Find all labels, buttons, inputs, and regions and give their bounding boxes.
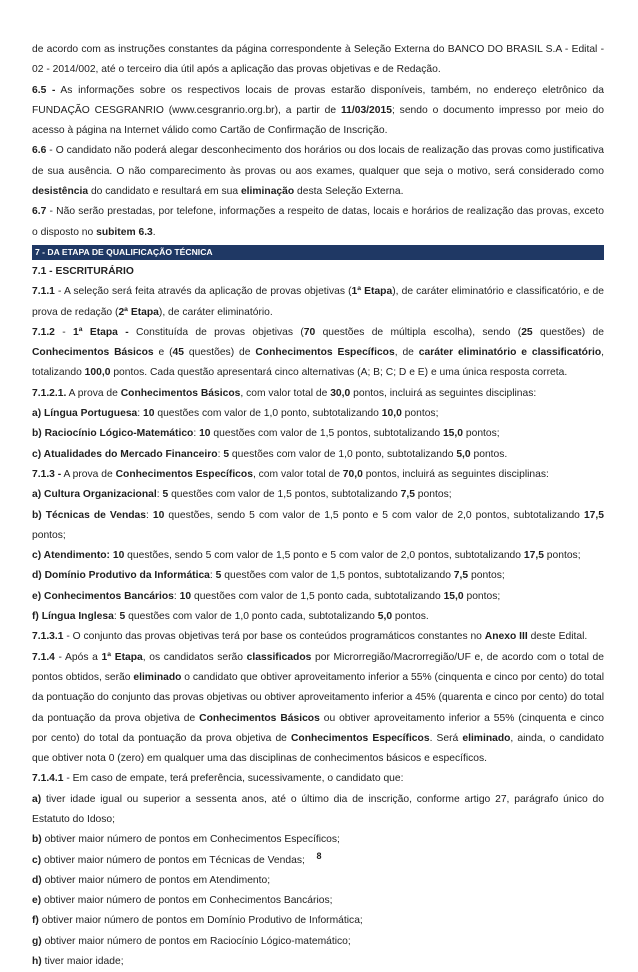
bold-text: e) Conhecimentos Bancários xyxy=(32,590,174,602)
bold-text: 10 xyxy=(179,590,192,602)
text-run: pontos; xyxy=(32,529,66,541)
text-run: : xyxy=(145,509,153,521)
bold-text: classificados xyxy=(246,651,312,663)
paragraph xyxy=(32,485,604,505)
bold-text: 7,5 xyxy=(453,570,469,582)
text-run: : xyxy=(113,611,120,623)
text-run: tiver idade igual ou superior a sessenta anos, até o último dia de inscrição, conforme artigo 27, parágrafo único do Estatuto do Idoso; xyxy=(32,793,604,825)
text-run: , os candidatos serão xyxy=(142,651,247,663)
paragraph xyxy=(32,648,604,770)
text-run: de acordo com as instruções constantes da página correspondente à Seleção Externa do BANCO DO BRASIL S.A - Edital - 02 - 2014/002, até o terceiro dia útil após a aplicação das provas objetivas e de Redação. xyxy=(32,44,604,76)
text-run: questões com valor de 1,5 pontos, subtotalizando xyxy=(210,428,443,440)
bold-text: eliminado xyxy=(462,732,511,744)
text-run: , com valor total de xyxy=(240,387,331,399)
bold-text: 2ª Etapa xyxy=(118,306,159,318)
bold-text: 5 xyxy=(162,489,169,501)
document-page xyxy=(32,40,604,972)
text-run: pontos; xyxy=(401,408,439,420)
paragraph xyxy=(32,830,604,850)
bold-text: e) xyxy=(32,895,42,907)
bold-text: c) xyxy=(32,854,42,866)
text-run: questões com valor de 1,5 ponto cada, subtotalizando xyxy=(191,590,444,602)
paragraph xyxy=(32,546,604,566)
section-subheading xyxy=(32,262,604,282)
paragraph xyxy=(32,384,604,404)
bold-text: 5,0 xyxy=(377,611,393,623)
bold-text: 10 xyxy=(152,509,165,521)
text-run: tiver maior idade; xyxy=(41,956,124,968)
bold-text: Conhecimentos Básicos xyxy=(120,387,241,399)
bold-text: Conhecimentos Específicos xyxy=(291,732,430,744)
bold-text: b) xyxy=(32,834,42,846)
text-run: - A seleção será feita através da aplicação de provas objetivas ( xyxy=(54,286,352,298)
bold-text: d) Domínio Produtivo da Informática xyxy=(32,570,210,582)
text-run: obtiver maior número de pontos em Conhecimentos Bancários; xyxy=(41,895,333,907)
text-run: - Após a xyxy=(54,651,102,663)
text-run: questões com valor de 1,0 ponto cada, subtotalizando xyxy=(125,611,378,623)
bold-text: b) Raciocínio Lógico-Matemático xyxy=(32,428,194,440)
bold-text: Conhecimentos Básicos xyxy=(199,712,320,724)
bold-text: a) Cultura Organizacional xyxy=(32,489,157,501)
paragraph xyxy=(32,81,604,142)
bold-text: 7.1.1 xyxy=(32,286,55,298)
text-run: , com valor total de xyxy=(252,468,343,480)
paragraph xyxy=(32,566,604,586)
bold-text: desistência xyxy=(32,186,89,198)
text-run: , ainda, o candidato que obtiver nota 0 (zero) em qualquer uma das disciplinas de conhecimentos básicos e específicos. xyxy=(32,732,604,765)
text-run: obtiver maior número de pontos em Técnicas de Vendas; xyxy=(41,854,305,866)
bold-text: 30,0 xyxy=(330,387,351,399)
bold-text: caráter eliminatório e classificatório xyxy=(418,347,602,359)
bold-text: d) xyxy=(32,874,42,886)
text-run: pontos; xyxy=(543,550,581,562)
text-run: - Em caso de empate, terá preferência, sucessivamente, o candidato que: xyxy=(63,773,404,785)
text-run: questões de múltipla escolha), sendo ( xyxy=(315,326,522,338)
bold-text: c) Atendimento: 10 xyxy=(32,550,125,562)
paragraph xyxy=(32,607,604,627)
paragraph xyxy=(32,627,604,647)
text-run: - xyxy=(54,326,73,338)
paragraph xyxy=(32,445,604,465)
text-run: questões) de xyxy=(532,326,604,338)
bold-text: Conhecimentos Básicos xyxy=(32,347,154,359)
bold-text: 45 xyxy=(172,347,185,359)
paragraph xyxy=(32,769,604,789)
paragraph xyxy=(32,587,604,607)
bold-text: 1ª Etapa xyxy=(101,651,143,663)
bold-text: eliminado xyxy=(133,671,182,683)
bold-text: 100,0 xyxy=(84,367,111,379)
text-run: questões, sendo 5 com valor de 1,5 ponto e 5 com valor de 2,0 pontos, subtotalizando xyxy=(164,509,584,521)
text-run: questões com valor de 1,0 ponto, subtotalizando xyxy=(154,408,382,420)
bold-text: Conhecimentos Específicos xyxy=(255,347,395,359)
bold-text: Anexo III xyxy=(484,631,528,643)
bold-text: 15,0 xyxy=(443,590,464,602)
text-run: : xyxy=(137,408,144,420)
text-run: por Microrregião/Macrorregião/UF e, de acordo com o total de pontos obtidos, serão xyxy=(32,651,604,683)
bold-text: b) Técnicas de Vendas xyxy=(32,509,146,521)
text-run: obtiver maior número de pontos em Conhecimentos Específicos; xyxy=(41,834,340,846)
bold-text: 6.6 xyxy=(32,145,47,157)
bold-text: 7.1.3.1 xyxy=(32,631,64,643)
paragraph xyxy=(32,202,604,243)
text-run: . Será xyxy=(429,732,463,744)
text-run: ou obtiver aproveitamento inferior a 55% (cinquenta e cinco por cento) do total da pontuação da prova objetiva de xyxy=(32,712,604,744)
bold-text: 17,5 xyxy=(583,509,604,521)
bold-text: 5 xyxy=(119,611,126,623)
text-run: 7 - DA ETAPA DE QUALIFICAÇÃO TÉCNICA xyxy=(35,246,213,257)
text-run: pontos, incluirá as seguintes disciplinas: xyxy=(362,468,549,480)
bold-text: 7.1.2 xyxy=(32,326,55,338)
text-run: As informações sobre os respectivos locais de provas estarão disponíveis, também, no endereço eletrônico da FUNDAÇÃO CESGRANRIO (www.cesgranrio.org.br), a partir de xyxy=(32,84,604,116)
paragraph xyxy=(32,932,604,952)
bold-text: g) xyxy=(32,935,42,947)
paragraph xyxy=(32,911,604,931)
text-run: obtiver maior número de pontos em Domínio Produtivo de Informática; xyxy=(38,915,363,927)
paragraph xyxy=(32,141,604,202)
bold-text: 7.1.3 - xyxy=(32,468,62,480)
text-run: deste Edital. xyxy=(527,631,588,643)
paragraph xyxy=(32,424,604,444)
text-run: questões com valor de 1,5 pontos, subtotalizando xyxy=(221,570,454,582)
text-run: A prova de xyxy=(66,387,121,399)
text-run: pontos; xyxy=(463,428,500,440)
bold-text: subitem 6.3 xyxy=(96,226,153,238)
bold-text: 10 xyxy=(143,408,155,420)
bold-text: 5 xyxy=(223,448,230,460)
page-number: 8 xyxy=(316,851,322,861)
bold-text: 5 xyxy=(215,570,222,582)
bold-text: 17,5 xyxy=(523,550,544,562)
paragraph xyxy=(32,404,604,424)
text-run: questões, sendo 5 com valor de 1,5 ponto e 5 com valor de 2,0 pontos, subtotalizando xyxy=(124,550,524,562)
text-run: o candidato que obtiver aproveitamento inferior a 55% (cinquenta e cinco por cento) do total da pontuação do conjunto das provas objetivas ou obtiver aproveitamento inferior a 45% (quarenta e cinco por cento) do total da pontuação da prova objetiva de xyxy=(32,671,604,724)
text-run: , de xyxy=(394,347,419,359)
bold-text: 25 xyxy=(521,326,533,338)
text-run: : xyxy=(209,570,216,582)
bold-text: 6.7 xyxy=(32,206,47,218)
paragraph xyxy=(32,465,604,485)
text-run: pontos. Cada questão apresentará cinco alternativas (A; B; C; D e E) e uma única resposta correta. xyxy=(110,367,568,379)
text-run: : xyxy=(217,448,224,460)
text-run: obtiver maior número de pontos em Raciocínio Lógico-matemático; xyxy=(41,935,351,947)
bold-text: 7.1.4 xyxy=(32,651,55,663)
text-run: : xyxy=(173,590,180,602)
text-run: - O conjunto das provas objetivas terá por base os conteúdos programáticos constantes no xyxy=(63,631,485,643)
paragraph xyxy=(32,282,604,323)
text-run: pontos. xyxy=(392,611,429,623)
text-run: e ( xyxy=(153,347,173,359)
text-run: ; sendo o documento impresso por meio do acesso à página na Internet válido como Cartão de Confirmação de Inscrição. xyxy=(32,104,605,137)
bold-text: Conhecimentos Específicos xyxy=(115,468,253,480)
text-run: ), de caráter eliminatório. xyxy=(158,306,273,318)
bold-text: 7,5 xyxy=(400,489,415,501)
text-run: desta Seleção Externa. xyxy=(294,186,404,198)
text-run: obtiver maior número de pontos em Atendimento; xyxy=(41,874,271,886)
bold-text: 10,0 xyxy=(381,408,402,420)
text-run: A prova de xyxy=(61,468,116,480)
paragraph xyxy=(32,790,604,831)
text-run: pontos; xyxy=(468,570,505,582)
bold-text: 70,0 xyxy=(342,468,363,480)
text-run: . xyxy=(152,226,156,238)
bold-text: a) xyxy=(32,793,42,805)
text-run: questões com valor de 1,5 pontos, subtotalizando xyxy=(168,489,401,501)
text-run: Constituída de provas objetivas ( xyxy=(128,326,304,338)
bold-text: 5,0 xyxy=(456,448,471,460)
paragraph xyxy=(32,40,604,81)
text-run: : xyxy=(193,428,200,440)
bold-text: 70 xyxy=(303,326,316,338)
bold-text: 15,0 xyxy=(442,428,463,440)
text-run: - Não serão prestadas, por telefone, informações a respeito de datas, locais e horários de realização das provas, exceto o disposto no xyxy=(32,206,604,238)
bold-text: 11/03/2015 xyxy=(340,104,392,116)
text-run: : xyxy=(156,489,163,501)
bold-text: 1ª Etapa - xyxy=(72,326,129,338)
paragraph xyxy=(32,323,604,384)
bold-text: f) xyxy=(32,915,39,927)
text-run: - O candidato não poderá alegar desconhecimento dos horários ou dos locais de realização das provas como justificativa de sua ausência. O não comparecimento às provas ou aos exames, qualquer que seja o motivo, será considerado como xyxy=(32,145,604,177)
bold-text: c) Atualidades do Mercado Financeiro xyxy=(32,448,218,460)
text-run: 7.1 - ESCRITURÁRIO xyxy=(32,265,134,277)
bold-text: eliminação xyxy=(240,186,295,198)
text-run: , totalizando xyxy=(32,347,604,379)
bold-text: 6.5 - xyxy=(32,84,56,96)
bold-text: a) Língua Portuguesa xyxy=(32,408,138,420)
bold-text: 7.1.2.1. xyxy=(32,387,67,399)
bold-text: h) xyxy=(32,956,42,968)
bold-text: f) Língua Inglesa xyxy=(32,611,114,623)
paragraph xyxy=(32,871,604,891)
text-run: pontos; xyxy=(414,489,452,501)
text-run: questões com valor de 1,0 ponto, subtotalizando xyxy=(229,448,457,460)
paragraph xyxy=(32,952,604,972)
text-run: do candidato e resultará em sua xyxy=(88,186,241,198)
bold-text: 7.1.4.1 xyxy=(32,773,64,785)
bold-text: 1ª Etapa xyxy=(351,286,393,298)
text-run: pontos, incluirá as seguintes disciplinas: xyxy=(350,387,537,399)
text-run: ), de caráter eliminatório e classificatório, e de prova de redação ( xyxy=(32,286,604,318)
text-run: pontos. xyxy=(470,448,508,460)
bold-text: 10 xyxy=(199,428,211,440)
section-header-bar xyxy=(32,245,604,260)
text-run: pontos; xyxy=(463,590,501,602)
paragraph xyxy=(32,506,604,547)
text-run: questões) de xyxy=(184,347,256,359)
paragraph xyxy=(32,891,604,911)
